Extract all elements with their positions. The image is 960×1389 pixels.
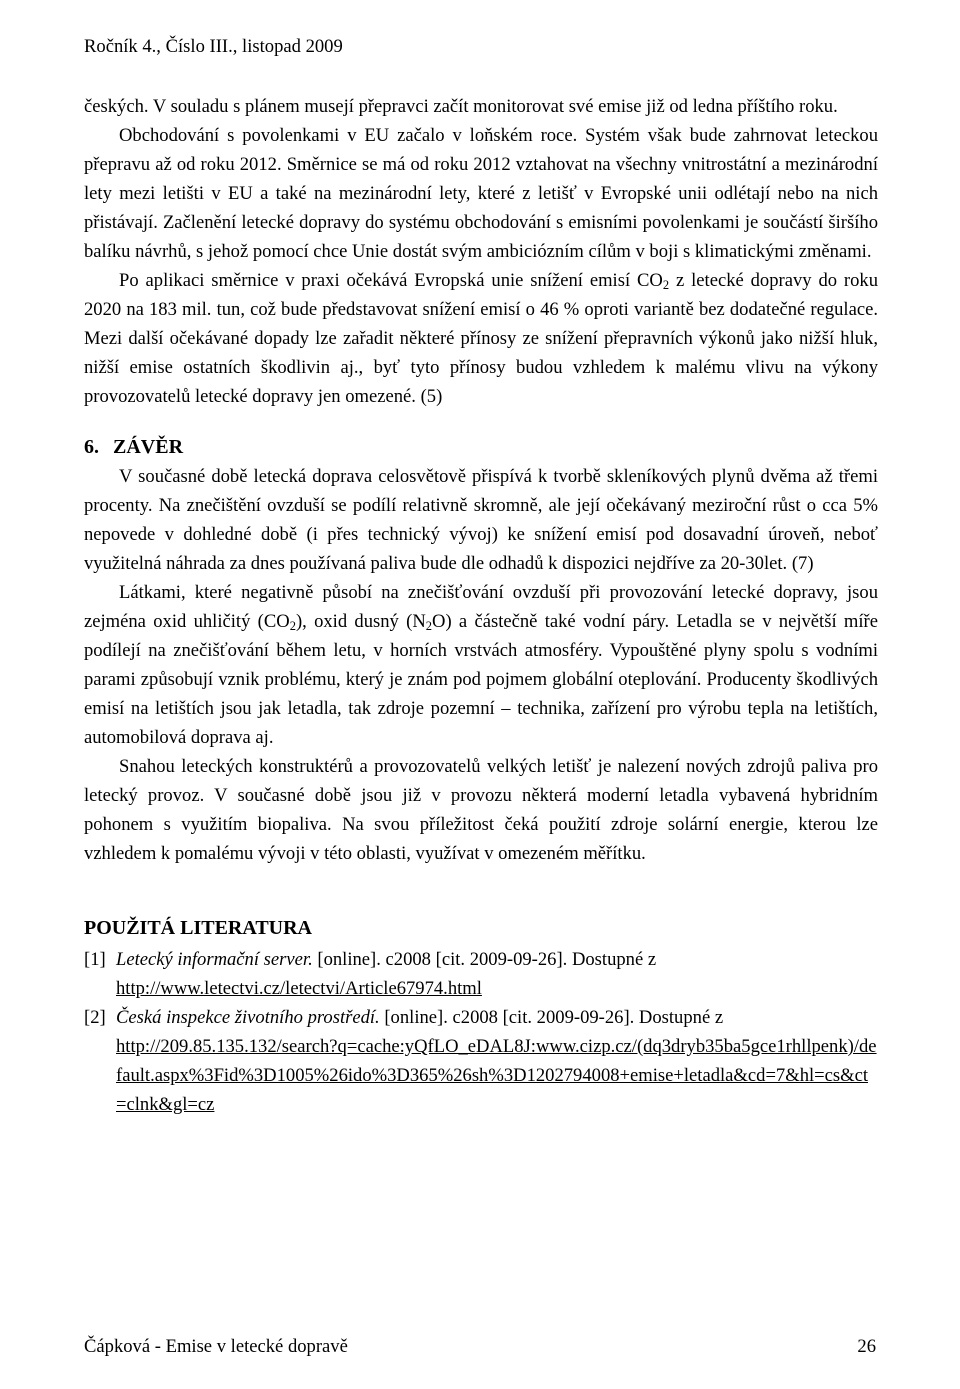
reference-link[interactable]: http://www.letectvi.cz/letectvi/Article67974.html <box>116 978 482 999</box>
paragraph: Snahou leteckých konstruktérů a provozovatelů velkých letišť je nalezení nových zdrojů paliva pro letecký provoz. V současné době jsou již v provozu některá moderní letadla vybavená hybridním pohonem s využitím biopaliva. Na svou příležitost čeká použití zdroje solární energie, kterou lze vzhledem k pomalému vývoji v této oblasti, využívat v omezeném měřítku. <box>84 756 878 864</box>
reference-link[interactable]: http://209.85.135.132/search?q=cache:yQfLO_eDAL8J:www.cizp.cz/(dq3dryb35ba5gce1rhllpenk)/default.aspx%3Fid%3D1005%26ido%3D365%26sh%3D1202794008+emise+letadla&cd=7&hl=cs&ct=clnk&gl=cz <box>116 1036 877 1115</box>
article-body <box>84 92 878 1119</box>
paragraph: českých. V souladu s plánem musejí přepravci začít monitorovat své emise již od ledna příštího roku. <box>84 96 838 117</box>
reference-item <box>84 1003 878 1119</box>
reference-item <box>84 945 878 1003</box>
paragraph <box>84 578 878 752</box>
reference-index: [2] <box>84 1007 106 1028</box>
reference-title: Česká inspekce životního prostředí. <box>116 1007 380 1028</box>
paragraph-text: ), oxid dusný (N <box>295 611 426 632</box>
paragraph-text: O) a částečně také vodní páry. Letadla se v největší míře podílejí na znečišťování během letu, v horních vrstvách atmosféry. Vypouštěné plyny spolu s vodními parami způsobují vznik problému, který je znám pod pojmem globální oteplování. Producenty škodlivých emisí na letištích jsou jak letadla, tak zdroje pozemní – technika, zařízení pro výrobu tepla na letištích, automobilová doprava aj. <box>84 611 878 748</box>
footer-text: Čápková - Emise v letecké dopravě <box>84 1336 348 1357</box>
page-footer <box>84 1336 876 1358</box>
page-number: 26 <box>857 1336 876 1357</box>
reference-details: [online]. c2008 [cit. 2009-09-26]. Dostupné z <box>379 1007 724 1028</box>
paragraph: V současné době letecká doprava celosvětově přispívá k tvorbě skleníkových plynů dvěma až třemi procenty. Na znečištění ovzduší se podílí relativně skromně, ale její očekávaný meziroční růst o cca 5% nepovede v dohledné době (i přes technický vývoj) ke snížení emisí pod dosavadní úroveň, neboť využitelná náhrada za dnes používaná paliva bude dle odhadů k dispozici nejdříve za 20-30let. (7) <box>84 466 878 574</box>
reference-index: [1] <box>84 949 106 970</box>
subscript: 2 <box>425 619 433 633</box>
section-heading <box>84 433 878 462</box>
running-header: Ročník 4., Číslo III., listopad 2009 <box>84 36 343 57</box>
paragraph-text: z letecké dopravy do roku 2020 na 183 mil. tun, což bude představovat snížení emisí o 46 % oproti variantě bez dodatečné regulace. Mezi další očekávané dopady lze zařadit některé přínosy ze snížení přepravních výkonů jako nižší hluk, nižší emise ostatních škodlivin aj., byť tyto přínosy budou vzhledem k malému vlivu na výkony provozovatelů letecké dopravy jen omezené. (5) <box>84 270 878 407</box>
reference-title: Letecký informační server. <box>116 949 313 970</box>
references-heading: POUŽITÁ LITERATURA <box>84 917 312 939</box>
section-title: ZÁVĚR <box>113 436 184 458</box>
section-number: 6. <box>84 436 99 458</box>
paragraph <box>84 266 878 411</box>
reference-details: [online]. c2008 [cit. 2009-09-26]. Dostupné z <box>312 949 657 970</box>
subscript: 2 <box>662 278 670 292</box>
paragraph-text: Látkami, které negativně působí na znečišťování ovzduší při provozování letecké dopravy, jsou zejména oxid uhličitý (CO <box>84 582 878 632</box>
paragraph: Obchodování s povolenkami v EU začalo v loňském roce. Systém však bude zahrnovat leteckou přepravu až od roku 2012. Směrnice se má od roku 2012 vztahovat na všechny vnitrostátní a mezinárodní lety mezi letišti v EU a také na mezinárodní lety, které z letišť v Evropské unii odlétají nebo na nich přistávají. Začlenění letecké dopravy do systému obchodování s emisními povolenkami je součástí širšího balíku návrhů, s jehož pomocí chce Unie dostát svým ambiciózním cílům v boji s klimatickými změnami. <box>84 125 878 262</box>
paragraph-text: Po aplikaci směrnice v praxi očekává Evropská unie snížení emisí CO <box>119 270 663 291</box>
subscript: 2 <box>289 619 296 633</box>
reference-list <box>84 945 878 1119</box>
